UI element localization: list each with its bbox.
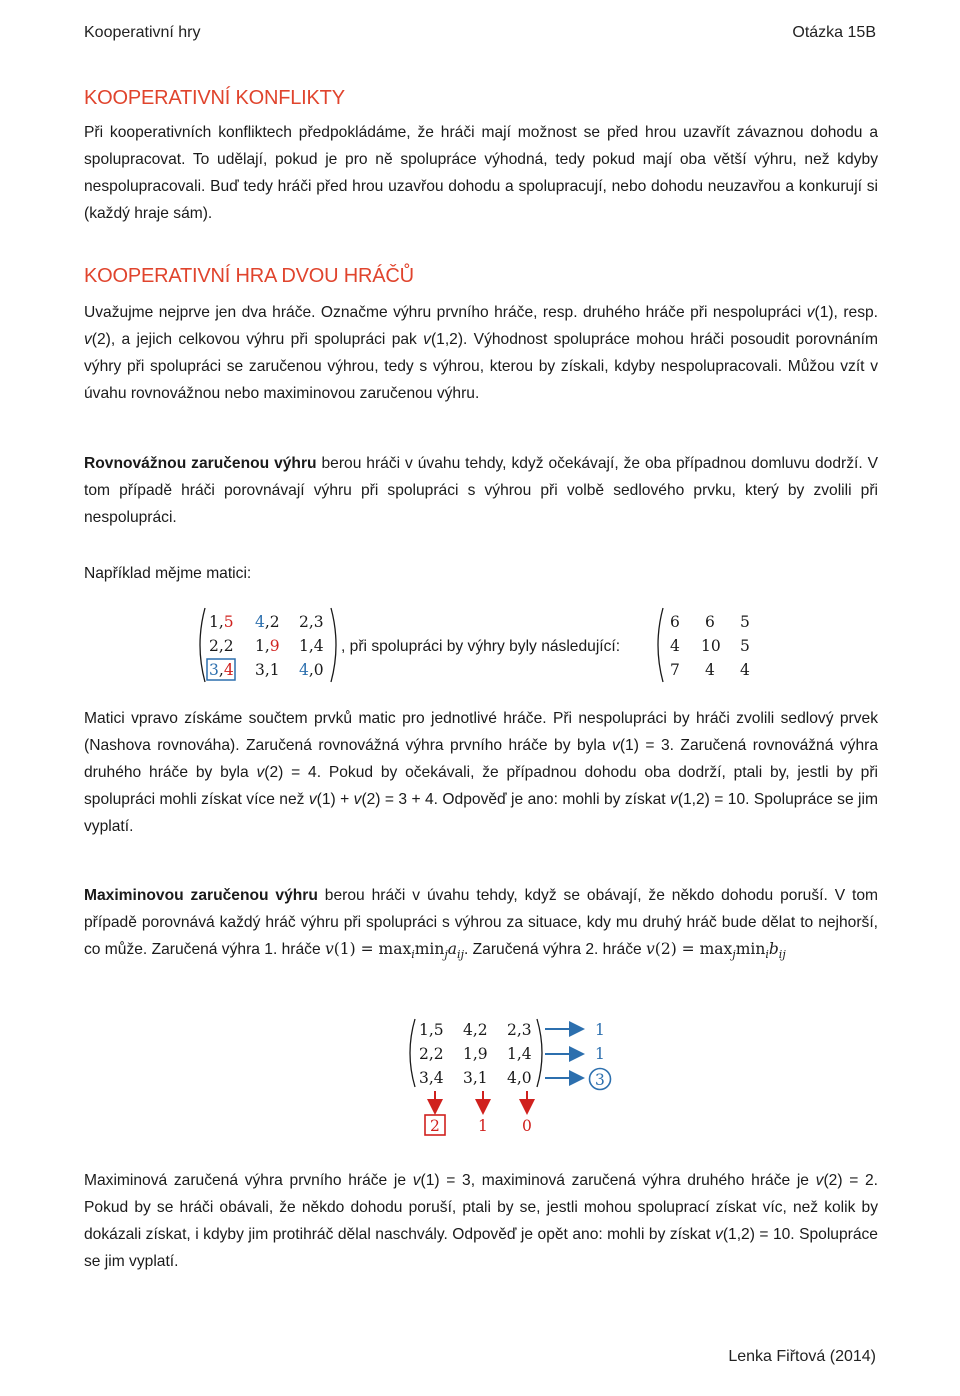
m3-cell: 2,3 (507, 1021, 532, 1039)
row-min-value-max: 3 (595, 1071, 605, 1089)
section-title-two-player-game: KOOPERATIVNÍ HRA DVOU HRÁČŮ (84, 265, 414, 287)
m1-cell: 3,1 (255, 661, 280, 679)
m1-cell: 1,4 (299, 637, 324, 655)
m3-cell: 4,2 (463, 1021, 488, 1039)
m1-cell-saddle: 3,4 (209, 661, 234, 679)
bracket-left-2 (658, 608, 663, 682)
bracket-right-1 (331, 608, 336, 682)
m3-cell: 4,0 (507, 1069, 532, 1087)
example-intro: Například mějme matici: (84, 565, 252, 582)
m1-cell: 2,3 (299, 613, 324, 631)
footer-author: Lenka Fiřtová (2014) (728, 1348, 876, 1365)
bracket-left-1 (200, 608, 205, 682)
formula-v1: $v(1) = \max_i\min_ja_{ij}$ (324, 940, 464, 962)
m1-cell: 4,0 (299, 661, 324, 679)
m3-cell: 1,4 (507, 1045, 532, 1063)
m1-cell: 1,5 (209, 613, 234, 631)
col-min-value: 1 (478, 1117, 488, 1135)
row-min-value: 1 (595, 1021, 605, 1039)
m2-cell: 4 (670, 637, 680, 655)
formula-v2: $v(2) = \max_j\min_ib_{ij}$ (646, 940, 786, 962)
m3-cell: 1,5 (419, 1021, 444, 1039)
bracket-left-3 (410, 1019, 415, 1087)
m3-cell: 2,2 (419, 1045, 444, 1063)
m2-cell: 4 (740, 661, 750, 679)
col-min-value-max: 2 (430, 1117, 440, 1135)
paragraph-equilibrium-example: Matici vpravo získáme součtem prvků matic pro jednotlivé hráče. Při nespolupráci by hráči zvolili sedlový prvek (Nashova rovnováha). Zaručená rovnovážná výhra prvního hráče by byla v(1) = 3. Zaručená rovnovážná výhra druhého hráče by byla v(2) = 4. Pokud by očekávali, že případnou dohodu oba dodrží, ptali by, jestli by při spolupráci mohli získat více než v(1) + v(2) = 3 + 4. Odpověď je ano: mohli by získat v(1,2) = 10. Spolupráce se jim vyplatí. (84, 710, 879, 835)
matrix-middle-text: , při spolupráci by výhry byly následující: (341, 638, 621, 655)
matrix-example (195, 605, 755, 685)
header-title: Kooperativní hry (84, 24, 201, 41)
header-question: Otázka 15B (792, 24, 876, 41)
m2-cell: 10 (701, 637, 721, 655)
m2-cell: 4 (705, 661, 715, 679)
paragraph-maximin: Maximinovou zaručenou výhru berou hráči v úvahu tehdy, když se obávají, že někdo dohodu poruší. V tom případě porovnává každý hráč výhru při spolupráci s výhrou za situace, kdy mu druhý hráč bude dělat to nejhorší, co může. Zaručená výhra 1. hráče $v(1) = \max_i\min_ja_{ij}$. Zaručená výhra 2. hráče $v(2) = \max_j\min_ib_{ij}$ (84, 887, 878, 962)
m2-cell: 5 (740, 613, 750, 631)
bracket-right-3 (537, 1019, 542, 1087)
maximin-diagram (405, 1015, 635, 1140)
m2-cell: 7 (670, 661, 680, 679)
col-min-value: 0 (522, 1117, 532, 1135)
m2-cell: 6 (670, 613, 680, 631)
m2-cell: 6 (705, 613, 715, 631)
section-title-cooperative-conflicts: KOOPERATIVNÍ KONFLIKTY (84, 87, 345, 109)
paragraph-maximin-example: Maximinová zaručená výhra prvního hráče je v(1) = 3, maximinová zaručená výhra druhého hráče je v(2) = 2. Pokud by se hráči obávali, že někdo dohodu poruší, ptali by se, jestli mohou spoluprací získat víc, než kolik by dokázali získat, i kdyby jim protihráč dělal naschvály. Odpověď je opět ano: mohli by získat v(1,2) = 10. Spolupráce se jim vyplatí. (84, 1172, 878, 1270)
paragraph-two-player: Uvažujme nejprve jen dva hráče. Označme výhru prvního hráče, resp. druhého hráče při nespolupráci v(1), resp. v(2), a jejich celkovou výhru při spolupráci pak v(1,2). Výhodnost spolupráce mohou hráči posoudit porovnáním výhry při spolupráci se zaručenou výhrou, tedy s výhrou, kterou by získali, kdyby nespolupracovali. Můžou vzít v úvahu rovnovážnou nebo maximinovou zaručenou výhru. (84, 304, 879, 402)
paragraph-intro: Při kooperativních konfliktech předpokládáme, že hráči mají možnost se před hrou uzavřít závaznou dohodu a spolupracovat. To udělají, pokud je pro ně spolupráce výhodná, tedy pokud mají oba větší výhru, než kdyby nespolupracovali. Buď tedy hráči před hrou uzavřou dohodu a spolupracují, nebo dohodu neuzavřou a konkurují si (každý hraje sám). (84, 124, 878, 222)
m1-cell: 4,2 (255, 613, 280, 631)
paragraph-equilibrium: Rovnovážnou zaručenou výhru berou hráči v úvahu tehdy, když očekávají, že oba případnou domluvu dodrží. V tom případě hráči porovnávají výhru při spolupráci s výhrou při volbě sedlového prvku, který by zvolili při nespolupráci. (84, 455, 878, 526)
row-min-value: 1 (595, 1045, 605, 1063)
m3-cell: 3,4 (419, 1069, 444, 1087)
m1-cell: 2,2 (209, 637, 234, 655)
m3-cell: 3,1 (463, 1069, 488, 1087)
m1-cell: 1,9 (255, 637, 280, 655)
m2-cell: 5 (740, 637, 750, 655)
m3-cell: 1,9 (463, 1045, 488, 1063)
